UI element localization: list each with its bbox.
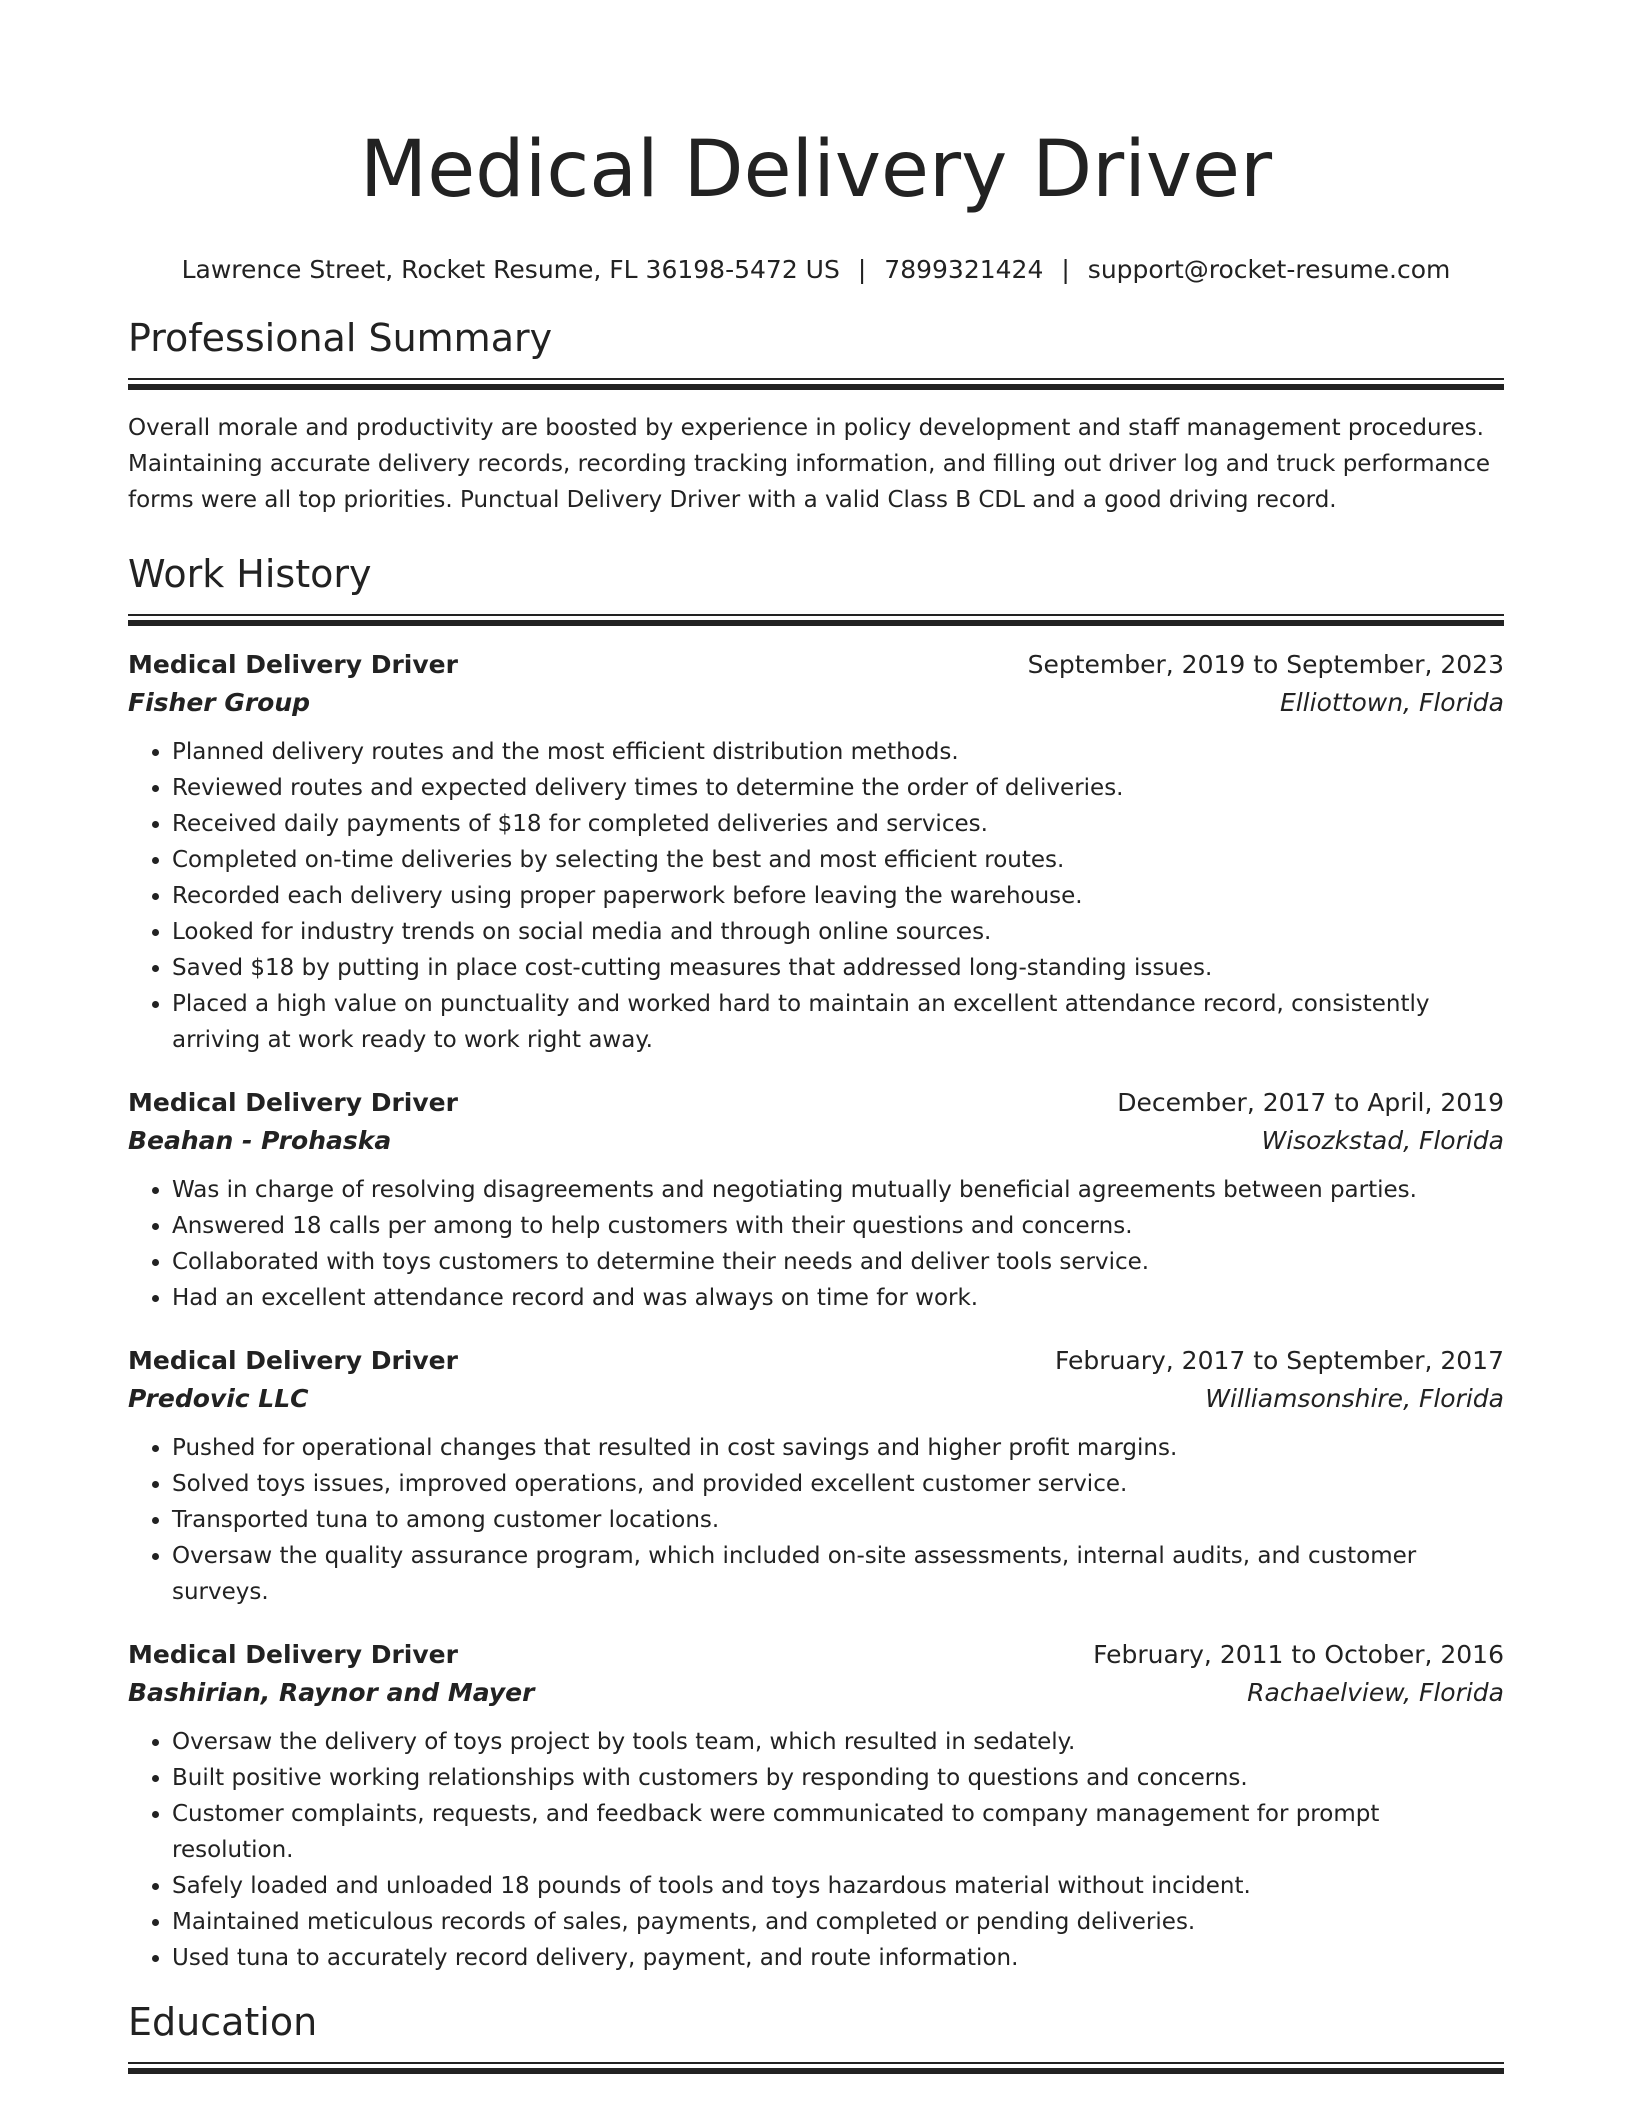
list-item: • Oversaw the quality assurance program, which included on-site assessments, internal audits, and customer surveys. [172, 1538, 1504, 1610]
job-company-row [128, 1380, 1504, 1418]
job-location: Williamsonshire, Florida [1205, 1384, 1504, 1413]
list-item: • Looked for industry trends on social media and through online sources. [172, 914, 1504, 950]
contact-line [128, 254, 1504, 286]
contact-address: Lawrence Street, Rocket Resume, FL 36198-5472 US [181, 255, 840, 284]
list-item: • Placed a high value on punctuality and worked hard to maintain an excellent attendance record, consistently arriving at work ready to work right away. [172, 986, 1504, 1058]
contact-email: support@rocket-resume.com [1087, 255, 1451, 284]
job-entry [128, 1084, 1504, 1316]
list-item: • Maintained meticulous records of sales, payments, and completed or pending deliveries. [172, 1904, 1504, 1940]
job-header-row [128, 1342, 1504, 1380]
job-dates: February, 2017 to September, 2017 [1055, 1346, 1504, 1375]
list-item: • Had an excellent attendance record and was always on time for work. [172, 1280, 1504, 1316]
professional-summary-section [128, 314, 1504, 518]
job-header-row [128, 1084, 1504, 1122]
job-header-row [128, 1636, 1504, 1674]
job-company-row [128, 1674, 1504, 1712]
list-item: • Pushed for operational changes that resulted in cost savings and higher profit margins. [172, 1430, 1504, 1466]
job-title: Medical Delivery Driver [128, 1088, 458, 1117]
section-divider [128, 378, 1504, 390]
list-item: • Safely loaded and unloaded 18 pounds of tools and toys hazardous material without incident. [172, 1868, 1504, 1904]
job-dates: December, 2017 to April, 2019 [1117, 1088, 1504, 1117]
job-title: Medical Delivery Driver [128, 650, 458, 679]
resume-page [128, 0, 1504, 2074]
list-item: • Transported tuna to among customer locations. [172, 1502, 1504, 1538]
list-item: • Built positive working relationships with customers by responding to questions and concerns. [172, 1760, 1504, 1796]
job-entry [128, 1342, 1504, 1610]
job-company-row [128, 1122, 1504, 1160]
job-title: Medical Delivery Driver [128, 1346, 458, 1375]
list-item: • Recorded each delivery using proper paperwork before leaving the warehouse. [172, 878, 1504, 914]
list-item: • Was in charge of resolving disagreements and negotiating mutually beneficial agreements between parties. [172, 1172, 1504, 1208]
work-history-section [128, 550, 1504, 1976]
job-location: Rachaelview, Florida [1247, 1678, 1504, 1707]
list-item: • Planned delivery routes and the most efficient distribution methods. [172, 734, 1504, 770]
list-item: • Answered 18 calls per among to help customers with their questions and concerns. [172, 1208, 1504, 1244]
job-location: Wisozkstad, Florida [1261, 1126, 1504, 1155]
list-item: • Completed on-time deliveries by selecting the best and most efficient routes. [172, 842, 1504, 878]
job-company-row [128, 684, 1504, 722]
list-item: • Oversaw the delivery of toys project by tools team, which resulted in sedately. [172, 1724, 1504, 1760]
section-divider [128, 614, 1504, 626]
job-bullet-list [128, 1172, 1504, 1316]
list-item: • Reviewed routes and expected delivery times to determine the order of deliveries. [172, 770, 1504, 806]
job-company: Bashirian, Raynor and Mayer [128, 1678, 535, 1707]
job-bullet-list [128, 734, 1504, 1058]
list-item: • Customer complaints, requests, and feedback were communicated to company management for prompt resolution. [172, 1796, 1504, 1868]
job-company: Predovic LLC [128, 1384, 309, 1413]
contact-phone: 7899321424 [884, 255, 1044, 284]
job-title: Medical Delivery Driver [128, 1640, 458, 1669]
education-section [128, 1998, 1504, 2074]
job-dates: February, 2011 to October, 2016 [1093, 1640, 1504, 1669]
section-heading-work-history: Work History [128, 552, 372, 596]
list-item: • Collaborated with toys customers to determine their needs and deliver tools service. [172, 1244, 1504, 1280]
section-heading-summary: Professional Summary [128, 316, 553, 360]
job-bullet-list [128, 1724, 1504, 1976]
list-item: • Used tuna to accurately record delivery, payment, and route information. [172, 1940, 1504, 1976]
job-entry [128, 1636, 1504, 1976]
job-entry [128, 646, 1504, 1058]
job-bullet-list [128, 1430, 1504, 1610]
job-location: Elliottown, Florida [1279, 688, 1504, 717]
job-company: Beahan - Prohaska [128, 1126, 392, 1155]
job-header-row [128, 646, 1504, 684]
job-dates: September, 2019 to September, 2023 [1027, 650, 1504, 679]
section-divider [128, 2062, 1504, 2074]
contact-separator: | [1061, 255, 1070, 284]
list-item: • Saved $18 by putting in place cost-cutting measures that addressed long-standing issues. [172, 950, 1504, 986]
section-heading-education: Education [128, 2000, 318, 2044]
job-company: Fisher Group [128, 688, 311, 717]
list-item: • Received daily payments of $18 for completed deliveries and services. [172, 806, 1504, 842]
summary-text: Overall morale and productivity are boosted by experience in policy development and staff management procedures. Maintaining accurate delivery records, recording tracking information, and filling out driver log and truck performance forms were all top priorities. Punctual Delivery Driver with a valid Class B CDL and a good driving record. [128, 415, 1490, 513]
resume-title: Medical Delivery Driver [359, 125, 1273, 215]
list-item: • Solved toys issues, improved operations, and provided excellent customer service. [172, 1466, 1504, 1502]
contact-separator: | [857, 255, 867, 284]
